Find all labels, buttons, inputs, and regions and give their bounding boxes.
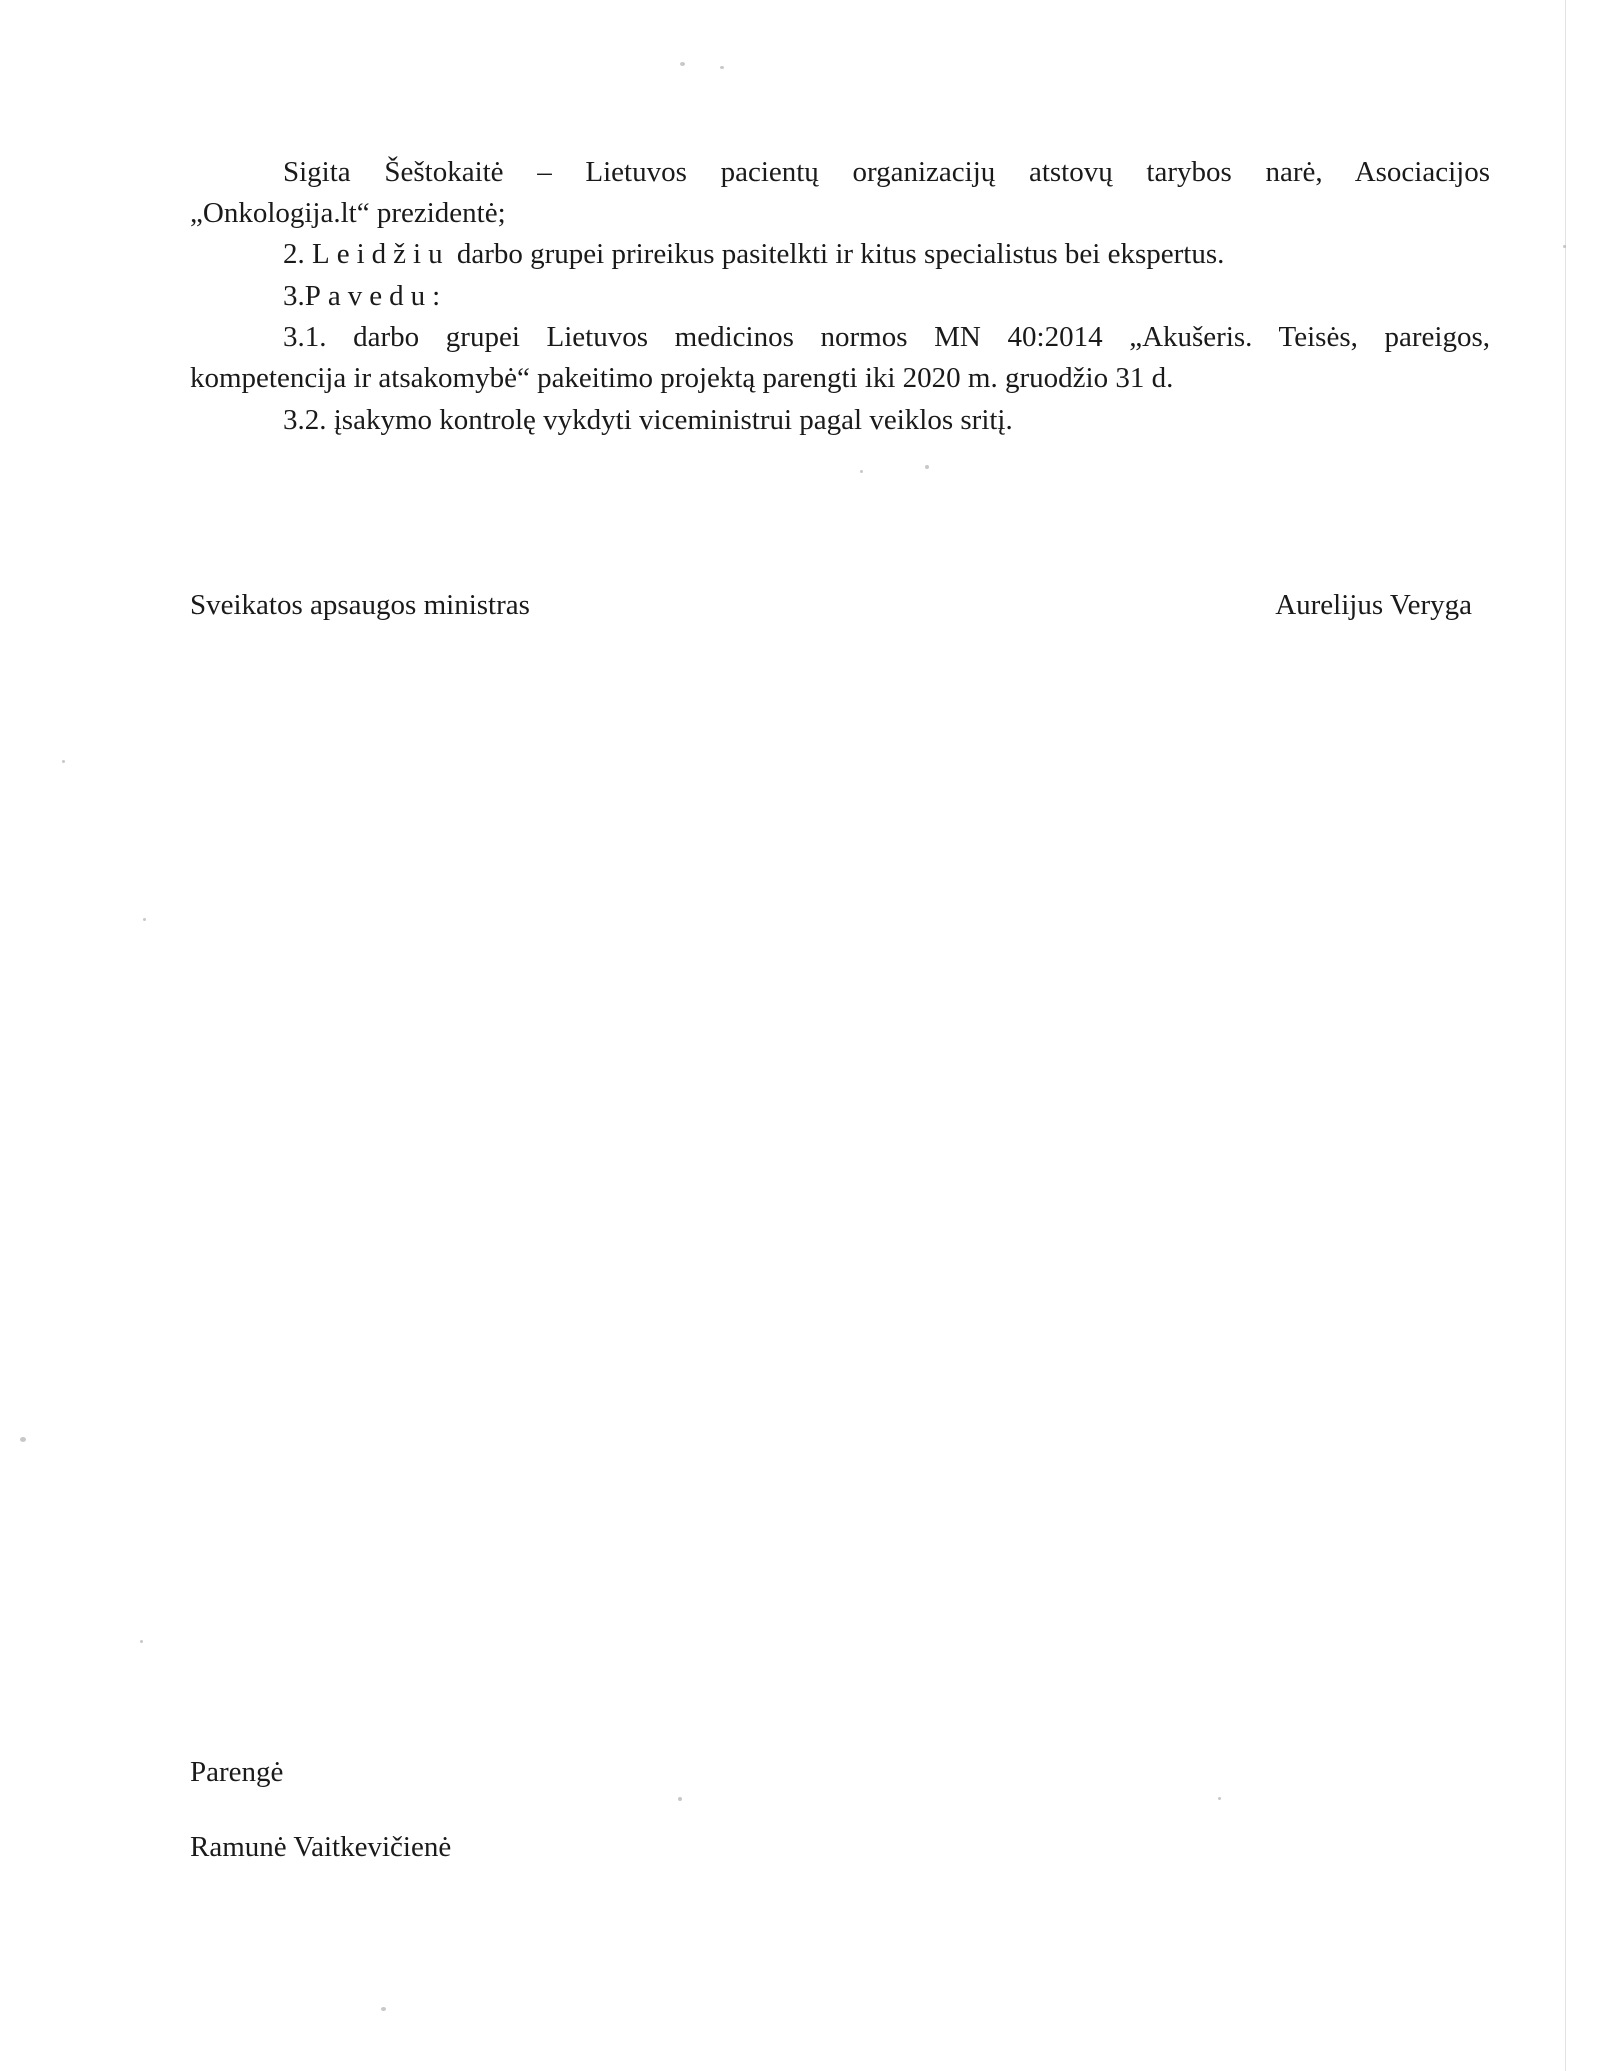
item-3-2-text: 3.2. įsakymo kontrolę vykdyti viceministrui pagal veiklos sritį. <box>283 404 1013 436</box>
scan-speck <box>925 465 929 469</box>
scan-speck <box>62 760 65 763</box>
scan-speck <box>680 62 685 66</box>
item-3-2 <box>283 400 1013 441</box>
signature-position-text: Sveikatos apsaugos ministras <box>190 589 530 621</box>
scan-speck <box>143 918 146 921</box>
scan-edge-line <box>1565 0 1566 2071</box>
item-3 <box>283 276 447 317</box>
signature-name <box>1275 585 1472 626</box>
member-paragraph-line1 <box>190 152 1490 193</box>
item-3-keyword: Pavedu: <box>304 280 448 312</box>
item-3-1-line1 <box>190 317 1490 358</box>
prepared-name-text: Ramunė Vaitkevičienė <box>190 1831 452 1863</box>
member-line2-text: „Onkologija.lt“ prezidentė; <box>190 197 506 229</box>
scan-speck <box>20 1437 26 1442</box>
scan-speck <box>1218 1797 1221 1800</box>
item-2-keyword: Leidžiu <box>312 238 450 270</box>
scan-speck <box>720 66 724 69</box>
item-3-1-line1-text: 3.1. darbo grupei Lietuvos medicinos normos MN 40:2014 „Akušeris. Teisės, pareigos, <box>283 321 1490 353</box>
item-2-text: darbo grupei prireikus pasitelkti ir kitus specialistus bei ekspertus. <box>456 238 1225 270</box>
item-2 <box>283 234 1224 275</box>
signature-name-text: Aurelijus Veryga <box>1275 589 1472 621</box>
scan-speck <box>381 2007 386 2011</box>
prepared-label <box>190 1752 283 1793</box>
member-paragraph-line2 <box>190 193 506 234</box>
signature-position <box>190 585 530 626</box>
prepared-label-text: Parengė <box>190 1756 284 1788</box>
scan-speck <box>1563 245 1566 248</box>
member-line1-text: Sigita Šeštokaitė – Lietuvos pacientų organizacijų atstovų tarybos narė, Asociacijos <box>283 156 1490 188</box>
item-3-1-line2-text: kompetencija ir atsakomybė“ pakeitimo projektą parengti iki 2020 m. gruodžio 31 d. <box>190 362 1174 394</box>
item-2-number: 2. <box>283 238 305 270</box>
item-3-1-line2 <box>190 358 1173 399</box>
scan-speck <box>140 1640 143 1643</box>
scan-speck <box>860 470 863 473</box>
prepared-name <box>190 1827 451 1868</box>
item-3-number: 3. <box>283 280 305 312</box>
scan-speck <box>678 1797 682 1801</box>
